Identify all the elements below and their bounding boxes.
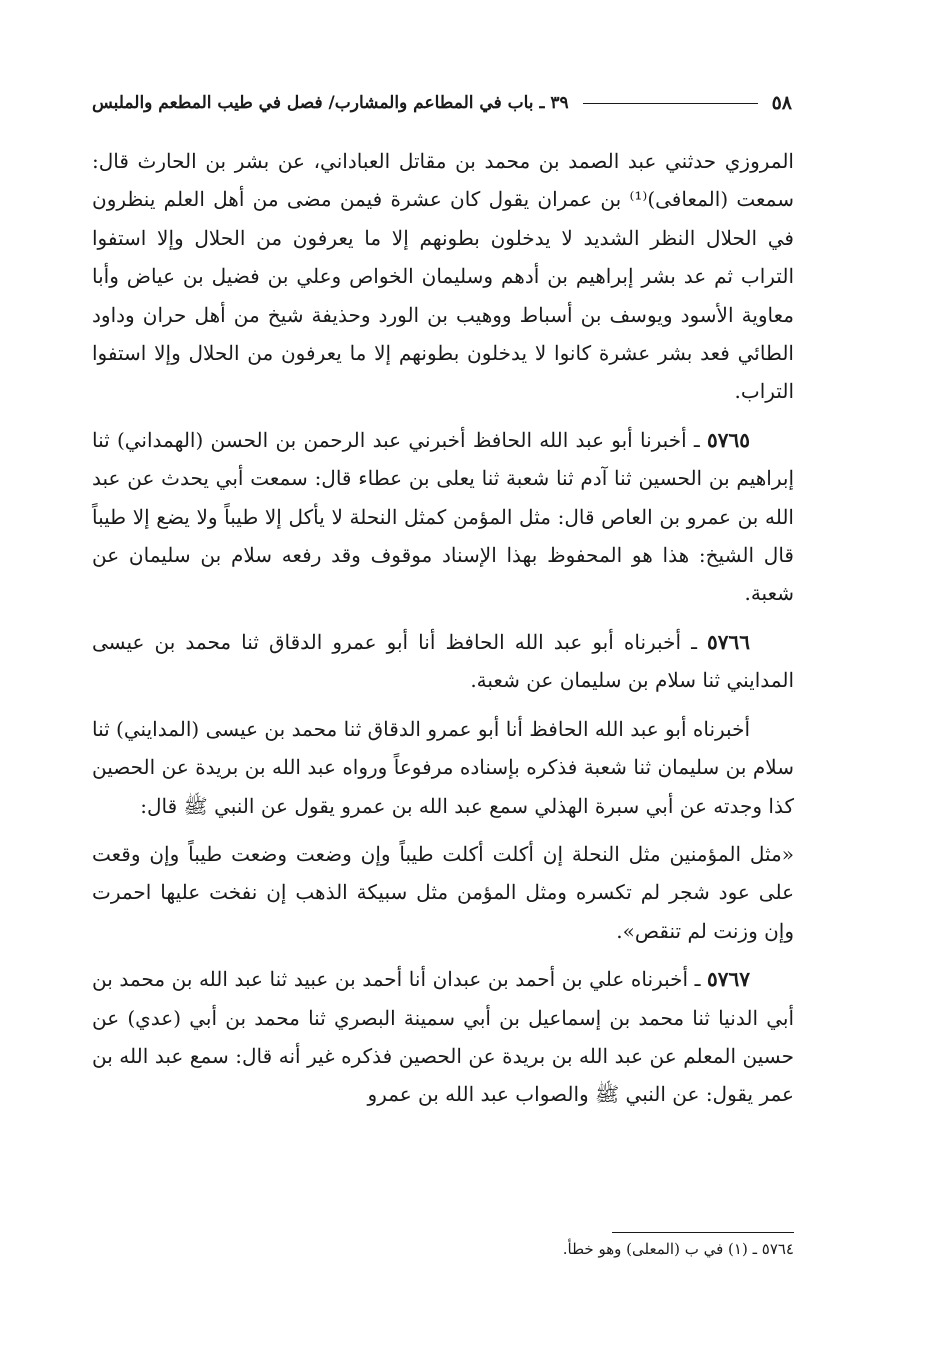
page-body [92, 142, 794, 1124]
footnote: ٥٧٦٤ ـ (١) في ب (المعلى) وهو خطأ. [562, 1240, 794, 1258]
paragraph-text: ـ أخبرناه علي بن أحمد بن عبدان أنا أحمد بن عبيد ثنا عبد الله بن محمد بن أبي الدنيا ثنا محمد بن إسماعيل بن أبي سمينة البصري ثنا محمد بن أبي (عدي) عن حسين المعلم عن عبد الله بن بريدة عن الحصين فذكره غير أنه قال: سمع عبد الله بن عمر يقول: عن النبي ﷺ والصواب عبد الله بن عمرو [92, 967, 794, 1107]
header-rule [583, 103, 758, 104]
hadith-number: ٥٧٦٦ [707, 629, 750, 654]
paragraph-continued [92, 142, 794, 411]
page-header [92, 86, 792, 120]
paragraph-5767 [92, 960, 794, 1114]
paragraph-text: المروزي حدثني عبد الصمد بن محمد بن مقاتل العباداني، عن بشر بن الحارث قال: سمعت (المعافى)⁽¹⁾ بن عمران يقول كان عشرة فيمن مضى من أهل العلم ينظرون في الحلال النظر الشديد لا يدخلون بطونهم إلا ما يعرفون من الحلال وإلا استفوا التراب ثم عد بشر إبراهيم بن أدهم وسليمان الخواص وعلي بن فضيل بن عياض وأبا معاوية الأسود ويوسف بن أسباط ووهيب بن الورد وحذيفة شيخ من أهل حران وداود الطائي فعد بشر عشرة كانوا لا يدخلون بطونهم إلا ما يعرفون من الحلال وإلا استفوا التراب. [92, 149, 794, 404]
paragraph-text: ـ أخبرنا أبو عبد الله الحافظ أخبرني عبد الرحمن بن الحسن (الهمداني) ثنا إبراهيم بن الحسين ثنا آدم ثنا شعبة ثنا يعلى بن عطاء قال: سمعت أبي يحدث عن عبد الله بن عمرو بن العاص قال: مثل المؤمن كمثل النحلة لا يأكل إلا طيباً ولا يضع إلا طيباً قال الشيخ: هذا هو المحفوظ بهذا الإسناد موقوف وقد رفعه سلام بن سليمان عن شعبة. [92, 427, 794, 606]
footnote-rule [612, 1232, 794, 1233]
paragraph-text: أخبرناه أبو عبد الله الحافظ أنا أبو عمرو الدقاق ثنا محمد بن عيسى (المدايني) ثنا سلام بن سليمان ثنا شعبة فذكره بإسناده مرفوعاً ورواه عبد الله بن بريدة عن الحصين كذا وجدته عن أبي سبرة الهذلي سمع عبد الله بن عمرو يقول عن النبي ﷺ قال: [92, 716, 794, 818]
hadith-number: ٥٧٦٧ [707, 967, 750, 992]
running-title: ٣٩ ـ باب في المطاعم والمشارب/ فصل في طيب المطعم والملبس [92, 93, 569, 113]
paragraph-5765 [92, 421, 794, 613]
paragraph-hadith-quote [92, 835, 794, 950]
hadith-number: ٥٧٦٥ [707, 427, 750, 452]
paragraph-text: «مثل المؤمنين مثل النحلة إن أكلت أكلت طيباً وإن وضعت وضعت طيباً وإن وقعت على عود شجر لم تكسره ومثل المؤمن مثل سبيكة الذهب إن نفخت عليها احمرت وإن وزنت لم تنقص». [92, 841, 794, 943]
paragraph-isnad [92, 710, 794, 825]
page-number: ٥٨ [771, 92, 792, 114]
paragraph-5766 [92, 623, 794, 700]
paragraph-text: ـ أخبرناه أبو عبد الله الحافظ أنا أبو عمرو الدقاق ثنا محمد بن عيسى المدايني ثنا سلام بن سليمان عن شعبة. [92, 629, 794, 693]
